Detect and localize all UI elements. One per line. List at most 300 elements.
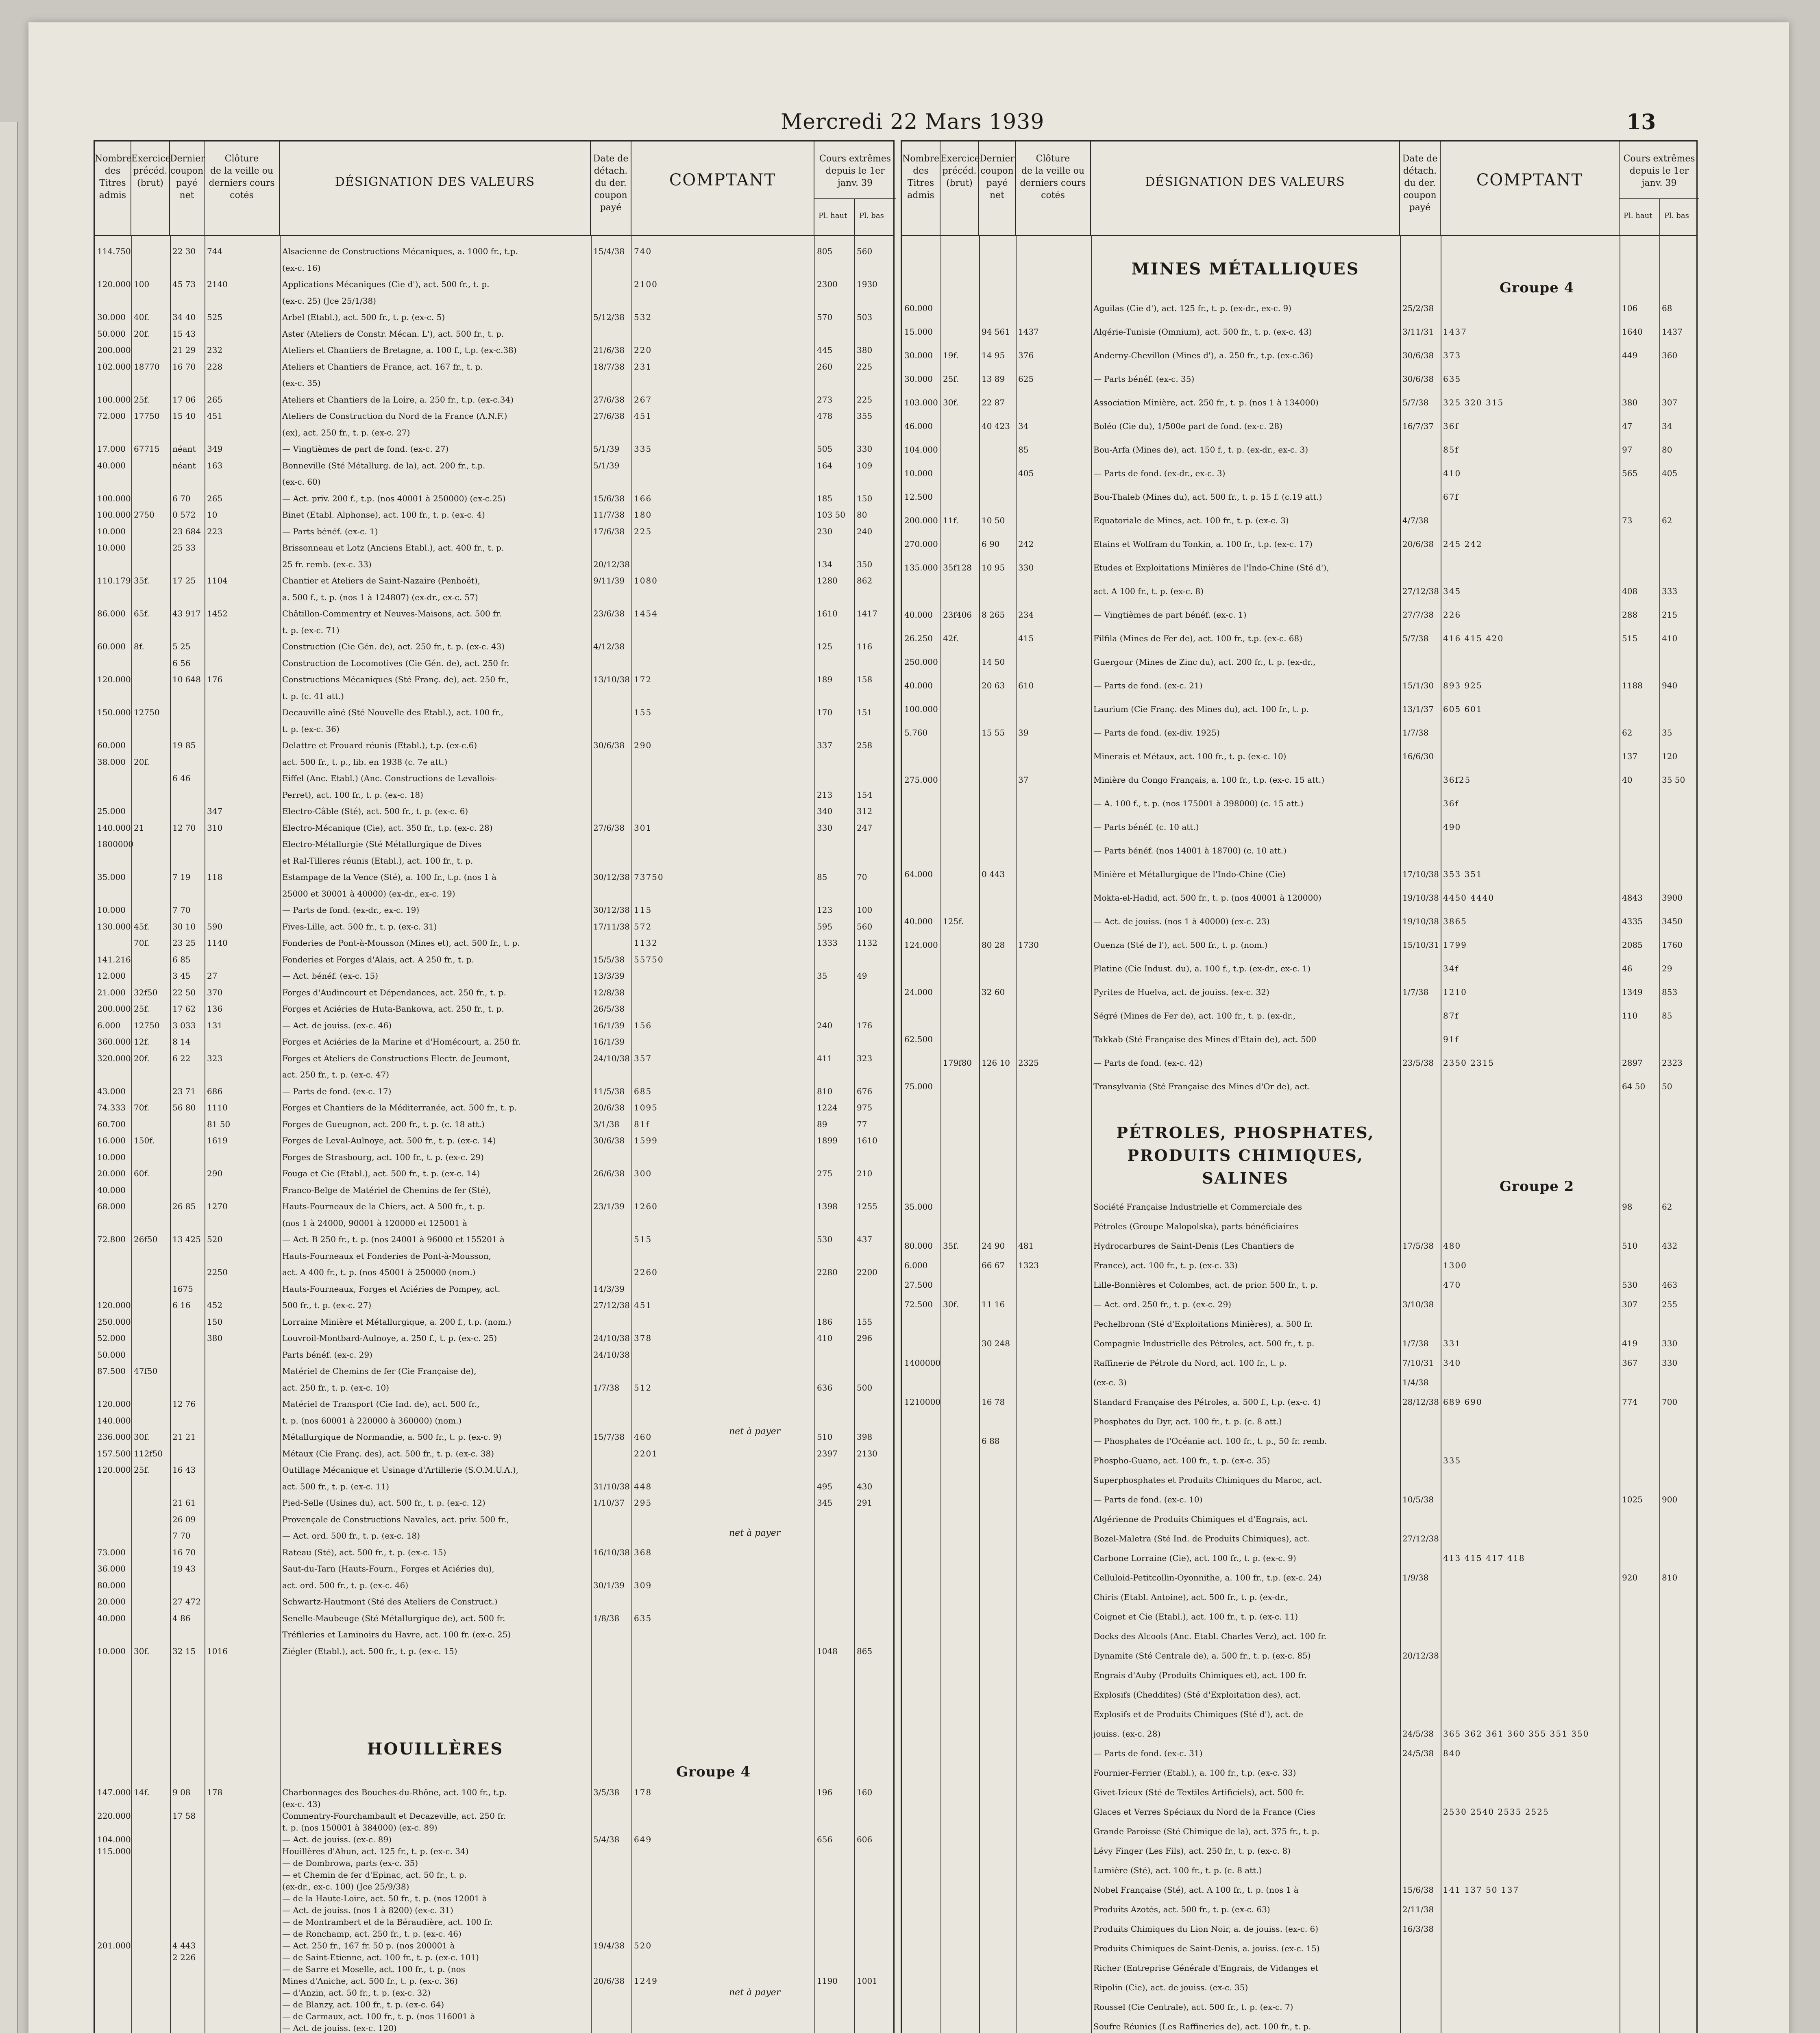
cell-cloture: 242 — [1018, 539, 1034, 549]
cell-plus-bas: 606 — [857, 1835, 873, 1844]
table-row — [95, 902, 893, 918]
table-row — [95, 276, 893, 292]
cell-designation: (ex-c. 3) — [1093, 1378, 1127, 1387]
cell-designation: Mokta-el-Hadid, act. 500 fr., t. p. (nos 40001 à 120000) — [1093, 893, 1321, 903]
cell-designation: Hauts-Fourneaux et Fonderies de Pont-à-Mousson, — [282, 1251, 491, 1261]
cell-coupon: 22 30 — [172, 246, 196, 256]
table-row — [902, 1277, 1696, 1293]
cell-coupon: 26 85 — [172, 1202, 196, 1211]
cell-designation: Lévy Finger (Les Fils), act. 250 fr., t. p. (ex-c. 8) — [1093, 1846, 1291, 1856]
cell-plus-haut: 920 — [1622, 1573, 1638, 1582]
cell-designation: act. 500 fr., t. p. (ex-c. 11) — [282, 1481, 390, 1491]
table-row — [95, 1561, 893, 1577]
cell-coupon: 6 90 — [982, 539, 1000, 549]
cell-plus-haut: 186 — [817, 1317, 833, 1327]
cell-designation: t. p. (ex-c. 71) — [282, 625, 340, 635]
cell-designation: Fouga et Cie (Etabl.), act. 500 fr., t. p. (ex-c. 14) — [282, 1169, 480, 1178]
table-row — [902, 1199, 1696, 1215]
cell-plus-bas: 862 — [857, 576, 873, 586]
cell-nombre: 141.216 — [97, 954, 131, 964]
cell-designation: Pyrites de Huelva, act. de jouiss. (ex-c. 32) — [1093, 987, 1269, 997]
cell-nombre: 110.179 — [97, 576, 131, 586]
cell-designation: Construction (Cie Gén. de), act. 250 fr., t. p. (ex-c. 43) — [282, 642, 505, 651]
cell-comptant: 1260 — [634, 1202, 658, 1211]
table-row — [95, 935, 893, 951]
cell-designation: Bou-Arfa (Mines de), act. 150 f., t. p. (ex-dr., ex-c. 3) — [1093, 445, 1308, 455]
cell-plus-bas: 80 — [1662, 445, 1672, 455]
cell-coupon: 34 40 — [172, 312, 196, 322]
table-row — [902, 890, 1696, 906]
cell-date: 24/5/38 — [1402, 1729, 1434, 1739]
table-row — [95, 1067, 893, 1083]
cell-designation: t. p. (nos 150001 à 384000) (ex-c. 89) — [282, 1823, 438, 1833]
cell-plus-bas: 2130 — [857, 1448, 877, 1458]
cell-plus-haut: 2397 — [817, 1448, 838, 1458]
cell-plus-bas: 1930 — [857, 279, 877, 289]
cell-plus-haut: 510 — [817, 1432, 833, 1442]
cell-cloture: 310 — [207, 823, 223, 833]
cell-comptant: 309 — [634, 1580, 652, 1590]
cell-coupon: 19 43 — [172, 1564, 196, 1574]
cell-plus-bas: 1610 — [857, 1136, 877, 1145]
header-pl-haut: Pl. haut — [1624, 211, 1652, 220]
cell-designation: Bonneville (Sté Métallurg. de la), act. 200 fr., t.p. — [282, 460, 485, 470]
table-row — [902, 1901, 1696, 1918]
table-row — [95, 572, 893, 589]
cell-coupon: 23 71 — [172, 1086, 196, 1096]
table-row — [95, 1281, 893, 1297]
cell-designation: Fonderies de Pont-à-Mousson (Mines et), act. 500 fr., t. p. — [282, 938, 520, 948]
cell-plus-bas: 255 — [1662, 1299, 1678, 1309]
cell-comptant: 325 320 315 — [1443, 398, 1504, 407]
cell-plus-bas: 360 — [1662, 350, 1678, 360]
cell-coupon: 7 70 — [172, 905, 191, 915]
cell-exercice: 60f. — [134, 1169, 150, 1178]
cell-plus-haut: 35 — [817, 971, 827, 981]
cell-nombre: 120.000 — [97, 1300, 131, 1310]
cell-coupon: 13 89 — [982, 374, 1005, 384]
cell-comptant: 416 415 420 — [1443, 633, 1504, 643]
cell-plus-haut: 189 — [817, 675, 833, 684]
cell-designation: Celluloid-Petitcollin-Oyonnithe, a. 100 fr., t.p. (ex-c. 24) — [1093, 1573, 1321, 1582]
cell-designation: Nobel Française (Sté), act. A 100 fr., t. p. (nos 1 à — [1093, 1885, 1299, 1895]
cell-designation: — de Saint-Etienne, act. 100 fr., t. p. (ex-c. 101) — [282, 1952, 479, 1962]
cell-plus-bas: 68 — [1662, 303, 1672, 313]
table-row — [95, 1116, 893, 1132]
cell-comptant: 365 362 361 360 355 351 350 — [1443, 1729, 1589, 1739]
cell-designation: — de Ronchamp, act. 250 fr., t. p. (ex-c. 46) — [282, 1929, 462, 1939]
cell-nombre: 38.000 — [97, 757, 126, 767]
cell-plus-bas: 29 — [1662, 964, 1672, 973]
cell-nombre: 6.000 — [904, 1260, 928, 1270]
cell-designation: Phosphates du Dyr, act. 100 fr., t. p. (c. 8 att.) — [1093, 1417, 1282, 1426]
cell-coupon: 17 25 — [172, 576, 196, 586]
cell-designation: Produits Chimiques de Saint-Denis, a. jouiss. (ex-c. 15) — [1093, 1944, 1320, 1953]
table-row — [95, 737, 893, 753]
cell-date: 17/6/38 — [593, 526, 625, 536]
table-row — [902, 725, 1696, 741]
cell-coupon: 56 80 — [172, 1103, 196, 1112]
cell-comptant: 166 — [634, 493, 652, 503]
cell-nombre: 360.000 — [97, 1037, 131, 1047]
cell-comptant: 155 — [634, 707, 652, 717]
table-row — [95, 1445, 893, 1462]
cell-nombre: 250.000 — [904, 657, 938, 667]
cell-plus-bas: 350 — [857, 559, 873, 569]
cell-nombre: 24.000 — [904, 987, 933, 997]
cell-date: 24/10/38 — [593, 1333, 630, 1343]
cell-designation: Chiris (Etabl. Antoine), act. 500 fr., t. p. (ex-dr., — [1093, 1592, 1289, 1602]
cell-plus-bas: 3450 — [1662, 916, 1683, 926]
table-row — [902, 772, 1696, 788]
cell-plus-bas: 291 — [857, 1498, 873, 1508]
cell-cloture: 136 — [207, 1004, 223, 1014]
cell-exercice: 30f. — [134, 1432, 150, 1442]
header-comptant: COMPTANT — [1441, 141, 1620, 235]
cell-plus-bas: 355 — [857, 411, 873, 421]
cell-designation: — Parts de fond. (ex-div. 1925) — [1093, 728, 1220, 738]
cell-exercice: 19f. — [943, 350, 959, 360]
header-nombre: Nombre des Titres admis — [95, 141, 131, 235]
cell-date: 15/5/38 — [593, 954, 625, 964]
cell-comptant: 1095 — [634, 1103, 658, 1112]
cell-designation: Standard Française des Pétroles, a. 500 f., t.p. (ex-c. 4) — [1093, 1397, 1321, 1407]
cell-plus-bas: 380 — [857, 345, 873, 355]
cell-plus-haut: 185 — [817, 493, 833, 503]
cell-cloture: 178 — [207, 1787, 223, 1797]
table-row — [95, 1478, 893, 1495]
cell-comptant: 2350 2315 — [1443, 1058, 1495, 1068]
left-column-table — [94, 140, 895, 2033]
cell-nombre: 104.000 — [97, 1835, 131, 1844]
cell-designation: Algérienne de Produits Chimiques et d'Engrais, act. — [1093, 1514, 1308, 1524]
cell-cloture: 1437 — [1018, 327, 1039, 337]
table-row — [902, 1530, 1696, 1547]
cell-designation: Franco-Belge de Matériel de Chemins de fer (Sté), — [282, 1185, 491, 1195]
cell-date: 16/3/38 — [1402, 1924, 1434, 1934]
cell-designation: a. 500 f., t. p. (nos 1 à 124807) (ex-dr., ex-c. 57) — [282, 592, 478, 602]
header-cloture: Clôture de la veille ou derniers cours cotés — [1016, 141, 1091, 235]
table-row — [902, 1609, 1696, 1625]
cell-comptant: 36f — [1443, 421, 1459, 431]
cell-nombre: 100.000 — [97, 394, 131, 405]
cell-designation: Commentry-Fourchambault et Decazeville, act. 250 fr. — [282, 1811, 506, 1821]
header-dernier-coupon: Dernier coupon payé net — [979, 141, 1016, 235]
cell-comptant: 91f — [1443, 1034, 1459, 1044]
cell-date: 21/6/38 — [593, 345, 625, 355]
cell-comptant: 67f — [1443, 492, 1459, 502]
cell-cloture: 228 — [207, 361, 223, 372]
cell-comptant: 172 — [634, 675, 652, 684]
cell-plus-haut: 137 — [1622, 751, 1638, 761]
cell-comptant: 81f — [634, 1119, 650, 1129]
cell-designation: Schwartz-Hautmont (Sté des Ateliers de Construct.) — [282, 1597, 498, 1606]
cell-plus-bas: 151 — [857, 707, 873, 717]
cell-date: 27/7/38 — [1402, 610, 1434, 620]
cell-plus-bas: 176 — [857, 1020, 873, 1030]
cell-designation: — de Sarre et Moselle, act. 100 fr., t. p. (nos — [282, 1964, 465, 1974]
cell-exercice: 14f. — [134, 1787, 150, 1797]
cell-plus-bas: 215 — [1662, 610, 1678, 620]
cell-date: 1/7/38 — [593, 1382, 620, 1393]
cell-plus-bas: 437 — [857, 1234, 873, 1244]
cell-nombre: 157.500 — [97, 1448, 131, 1458]
table-row — [95, 1198, 893, 1215]
cell-comptant: 87f — [1443, 1011, 1459, 1021]
cell-designation: — de la Haute-Loire, act. 50 fr., t. p. (nos 12001 à — [282, 1894, 487, 1903]
cell-designation: — de Dombrowa, parts (ex-c. 35) — [282, 1858, 418, 1868]
table-row — [95, 309, 893, 325]
cell-designation: — Parts de fond. (ex-dr., ex-c. 19) — [282, 905, 420, 915]
cell-designation: Ziégler (Etabl.), act. 500 fr., t. p. (ex-c. 15) — [282, 1646, 457, 1656]
cell-cloture: 1323 — [1018, 1260, 1039, 1270]
cell-date: 17/5/38 — [1402, 1241, 1434, 1251]
cell-plus-haut: 1280 — [817, 576, 838, 586]
header-designation: DÉSIGNATION DES VALEURS — [1091, 141, 1400, 235]
table-row — [95, 787, 893, 803]
table-row — [95, 622, 893, 638]
cell-designation: Superphosphates et Produits Chimiques du Maroc, act. — [1093, 1475, 1322, 1485]
cell-plus-haut: 636 — [817, 1382, 833, 1393]
table-row — [95, 1643, 893, 1659]
cell-plus-bas: 312 — [857, 806, 873, 816]
cell-designation: Decauville aîné (Sté Nouvelle des Etabl.), act. 100 fr., — [282, 707, 504, 717]
cell-comptant: 532 — [634, 312, 652, 322]
table-row — [902, 1745, 1696, 1761]
cell-nombre: 50.000 — [97, 329, 126, 339]
cell-plus-bas: 155 — [857, 1317, 873, 1327]
cell-nombre: 140.000 — [97, 1415, 131, 1426]
cell-comptant: 893 925 — [1443, 681, 1483, 690]
cell-designation: Eiffel (Anc. Etabl.) (Anc. Constructions de Levallois- — [282, 773, 497, 783]
table-row — [902, 1316, 1696, 1332]
cell-designation: Hauts-Fourneaux, Forges et Aciéries de Pompey, act. — [282, 1284, 501, 1294]
table-row — [902, 913, 1696, 929]
cell-exercice: 112f50 — [134, 1448, 163, 1458]
cell-cloture: 525 — [207, 312, 223, 322]
cell-coupon: 8 265 — [982, 610, 1005, 620]
cell-coupon: 6 56 — [172, 658, 191, 668]
cell-exercice: 12750 — [134, 1020, 160, 1030]
cell-designation: t. p. (ex-c. 36) — [282, 724, 340, 734]
cell-cloture: 744 — [207, 246, 223, 256]
cell-plus-haut: 196 — [817, 1787, 833, 1797]
table-row — [95, 1577, 893, 1593]
cell-cloture: 2250 — [207, 1267, 228, 1277]
cell-nombre: 250.000 — [97, 1317, 131, 1327]
cell-designation: et Ral-Tilleres réunis (Etabl.), act. 100 fr., t. p. — [282, 855, 473, 866]
table-row — [902, 559, 1696, 576]
cell-date: 26/6/38 — [593, 1169, 625, 1178]
cell-designation: — Act. priv. 200 f., t.p. (nos 40001 à 250000) (ex-c.25) — [282, 493, 506, 503]
table-row — [95, 1215, 893, 1231]
cell-plus-haut: 1025 — [1622, 1495, 1643, 1504]
table-row — [95, 1626, 893, 1643]
cell-nombre: 10.000 — [97, 1646, 126, 1656]
cell-coupon: 94 561 — [982, 327, 1010, 337]
cell-exercice: 26f50 — [134, 1234, 158, 1244]
table-row — [902, 1433, 1696, 1449]
cell-date: 31/10/38 — [593, 1481, 630, 1491]
cell-nombre: 17.000 — [97, 444, 126, 454]
cell-coupon: 19 85 — [172, 740, 196, 750]
table-row — [902, 1491, 1696, 1508]
cell-designation: Mines d'Aniche, act. 500 fr., t. p. (ex-c. 36) — [282, 1976, 458, 1986]
cell-nombre: 26.250 — [904, 633, 933, 643]
table-row — [902, 1355, 1696, 1371]
cell-date: 20/6/38 — [593, 1976, 625, 1986]
cell-designation: Produits Chimiques du Lion Noir, a. de jouiss. (ex-c. 6) — [1093, 1924, 1319, 1934]
cell-designation: — Act. de jouiss. (nos 1 à 8200) (ex-c. 31) — [282, 1905, 453, 1915]
table-row — [95, 1330, 893, 1346]
cell-nombre: 16.000 — [97, 1136, 126, 1145]
cell-date: 30/1/39 — [593, 1580, 625, 1590]
page-date: Mercredi 22 Mars 1939 — [781, 110, 1045, 134]
cell-nombre: 201.000 — [97, 1941, 131, 1950]
cell-comptant: 300 — [634, 1169, 652, 1178]
cell-nombre: 1800000 — [97, 839, 134, 849]
cell-plus-haut: 1349 — [1622, 987, 1643, 997]
cell-exercice: 11f. — [943, 516, 959, 525]
table-row — [95, 507, 893, 523]
cell-comptant: 840 — [1443, 1748, 1461, 1758]
cell-designation: 25000 et 30001 à 40000) (ex-dr., ex-c. 19) — [282, 888, 455, 899]
table-row — [902, 1667, 1696, 1683]
cell-plus-haut: 307 — [1622, 1299, 1638, 1309]
table-row — [902, 984, 1696, 1000]
table-row — [902, 795, 1696, 812]
cell-date: 1/7/38 — [1402, 728, 1429, 738]
cell-exercice: 35f. — [134, 576, 150, 586]
cell-comptant: 572 — [634, 921, 652, 932]
cell-designation: (ex-c. 25) (Jce 25/1/38) — [282, 296, 376, 306]
cell-coupon: néant — [172, 460, 196, 470]
cell-coupon: 15 40 — [172, 411, 196, 421]
cell-cloture: 1016 — [207, 1646, 228, 1656]
cell-coupon: 9 08 — [172, 1787, 191, 1797]
cell-designation: Fives-Lille, act. 500 fr., t. p. (ex-c. 31) — [282, 921, 437, 932]
cell-plus-haut: 410 — [817, 1333, 833, 1343]
header-exercice: Exercice précéd. (brut) — [131, 141, 170, 235]
table-row — [95, 1050, 893, 1067]
cell-exercice: 18770 — [134, 361, 160, 372]
cell-nombre: 15.000 — [904, 327, 933, 337]
cell-plus-bas: 975 — [857, 1103, 873, 1112]
cell-plus-bas: 333 — [1662, 586, 1678, 596]
cell-coupon: 8 14 — [172, 1037, 191, 1047]
cell-comptant: 4450 4440 — [1443, 893, 1495, 903]
cell-exercice: 125f. — [943, 916, 964, 926]
cell-cloture: 349 — [207, 444, 223, 454]
cell-nombre: 50.000 — [97, 1350, 126, 1360]
cell-exercice: 25f. — [943, 374, 959, 384]
cell-date: 24/10/38 — [593, 1053, 630, 1063]
cell-designation: Fonderies et Forges d'Alais, act. A 250 fr., t. p. — [282, 954, 475, 964]
cell-cloture: 610 — [1018, 681, 1034, 690]
cell-exercice: 35f. — [943, 1241, 959, 1251]
cell-plus-bas: 940 — [1662, 681, 1678, 690]
cell-designation: Ateliers et Chantiers de la Loire, a. 250 fr., t.p. (ex-c.34) — [282, 394, 514, 405]
cell-coupon: 17 06 — [172, 394, 196, 405]
table-row — [902, 677, 1696, 694]
cell-cloture: 347 — [207, 806, 223, 816]
cell-plus-haut: 1899 — [817, 1136, 838, 1145]
table-row — [95, 1297, 893, 1313]
cell-nombre: 270.000 — [904, 539, 938, 549]
cell-nombre: 140.000 — [97, 823, 131, 833]
table-row — [902, 1296, 1696, 1313]
cell-designation: Electro-Câble (Sté), act. 500 fr., t. p. (ex-c. 6) — [282, 806, 468, 816]
cell-plus-bas: 330 — [1662, 1339, 1678, 1348]
cell-coupon: 16 70 — [172, 1547, 196, 1557]
cell-comptant: 1300 — [1443, 1260, 1467, 1270]
cell-designation: Bou-Thaleb (Mines du), act. 500 fr., t. p. 15 f. (c.19 att.) — [1093, 492, 1322, 502]
cell-comptant: 635 — [634, 1613, 652, 1623]
cell-nombre: 40.000 — [97, 460, 126, 470]
cell-designation: Provençale de Constructions Navales, act. priv. 500 fr., — [282, 1514, 509, 1524]
cell-date: 20/6/38 — [593, 1103, 625, 1112]
cell-comptant: 448 — [634, 1481, 652, 1491]
cell-comptant: 2100 — [634, 279, 658, 289]
cell-cloture: 265 — [207, 394, 223, 405]
houilleres-groupe: Groupe 4 — [676, 1764, 751, 1780]
cell-plus-bas: 503 — [857, 312, 873, 322]
cell-plus-haut: 570 — [817, 312, 833, 322]
cell-exercice: 65f. — [134, 609, 150, 618]
page-number: 13 — [1626, 110, 1656, 135]
table-row — [95, 886, 893, 902]
cell-coupon: 15 55 — [982, 728, 1005, 738]
cell-date: 30/6/38 — [1402, 350, 1434, 360]
cell-designation: Rateau (Sté), act. 500 fr., t. p. (ex-c. 15) — [282, 1547, 446, 1557]
table-row — [902, 1940, 1696, 1957]
cell-designation: Pied-Selle (Usines du), act. 500 fr., t. p. (ex-c. 12) — [282, 1498, 485, 1508]
cell-plus-haut: 530 — [817, 1234, 833, 1244]
table-row — [902, 1374, 1696, 1391]
cell-plus-haut: 98 — [1622, 1202, 1633, 1212]
cell-cloture: 37 — [1018, 775, 1029, 785]
table-row — [95, 1511, 893, 1528]
cell-date: 15/6/38 — [1402, 1885, 1434, 1895]
table-row — [95, 1182, 893, 1198]
cell-designation: Ateliers et Chantiers de France, act. 167 fr., t. p. — [282, 361, 483, 372]
cell-date: 24/5/38 — [1402, 1748, 1434, 1758]
cell-date: 14/3/39 — [593, 1284, 625, 1294]
cell-nombre: 5.760 — [904, 728, 928, 738]
cell-plus-haut: 1188 — [1622, 681, 1643, 690]
cell-cloture: 380 — [207, 1333, 223, 1343]
cell-cloture: 625 — [1018, 374, 1034, 384]
cell-exercice: 8f. — [134, 642, 144, 651]
cell-plus-haut: 240 — [817, 1020, 833, 1030]
table-row — [95, 968, 893, 984]
cell-designation: Explosifs et de Produits Chimiques (Sté d'), act. de — [1093, 1709, 1303, 1719]
cell-designation: Takkab (Sté Française des Mines d'Etain de), act. 500 — [1093, 1034, 1317, 1044]
table-row — [902, 1511, 1696, 1527]
cell-coupon: 10 50 — [982, 516, 1005, 525]
cell-designation: — Act. de jouiss. (ex-c. 120) — [282, 2023, 397, 2033]
cell-plus-haut: 1398 — [817, 1202, 838, 1211]
cell-designation: Forges de Gueugnon, act. 200 fr., t. p. (c. 18 att.) — [282, 1119, 485, 1129]
cell-plus-haut: 2280 — [817, 1267, 838, 1277]
cell-plus-bas: 1760 — [1662, 940, 1683, 950]
cell-nombre: 25.000 — [97, 806, 126, 816]
cell-designation: Société Française Industrielle et Commerciale des — [1093, 1202, 1302, 1212]
cell-date: 5/1/39 — [593, 460, 620, 470]
cell-cloture: 2325 — [1018, 1058, 1039, 1068]
cell-date: 23/1/39 — [593, 1202, 625, 1211]
table-row — [902, 1960, 1696, 1976]
